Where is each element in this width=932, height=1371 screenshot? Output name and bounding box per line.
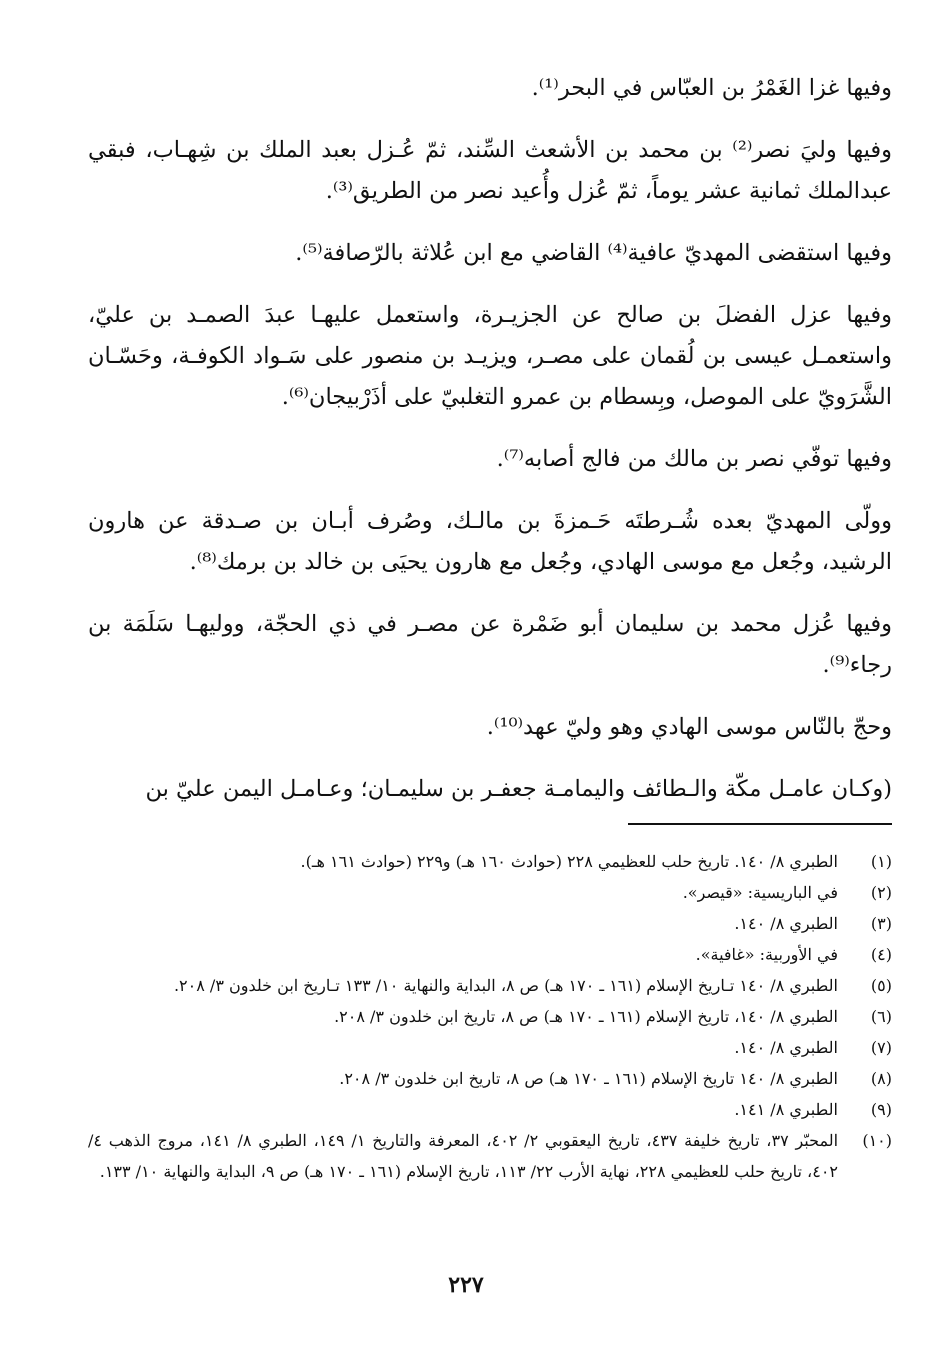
paragraph-1: وفيها غزا الغَمْرُ بن العبّاس في البحر⁽¹⁾. (531, 75, 892, 101)
footnotes (88, 846, 892, 1187)
footnote-number: (٨) (870, 1069, 892, 1088)
footnote-number: (٣) (870, 914, 892, 933)
paragraph-2: وفيها وليَ نصر⁽²⁾ بن محمد بن الأشعث السِّند، ثمّ عُـزل بعبد الملك بن شِهـاب، فبقي عبدالملك ثمانية عشر يوماً، ثمّ عُزل وأُعيد نصر من الطريق⁽³⁾. (88, 137, 892, 204)
paragraph-9: (وكـان عامـل مكّة والـطائف واليمامـة جعفـر بن سليمـان؛ وعـامـل اليمن عليّ بن (145, 776, 892, 802)
footnote-number: (١٠) (862, 1131, 892, 1150)
footnote-number: (٢) (870, 883, 892, 902)
footnote-text: الطبري ٨/ ١٤٠. (734, 1038, 838, 1057)
footnote-number: (٤) (870, 945, 892, 964)
footnote-7 (88, 1032, 892, 1063)
footnote-2 (88, 877, 892, 908)
footnote-text: الطبري ٨/ ١٤٠. (734, 914, 838, 933)
paragraph-4: وفيها عزل الفضلَ بن صالح عن الجزيـرة، واستعمل عليهـا عبدَ الصمـد بن عليّ، واستعمـل عيسى بن لُقمان على مصـر، ويزيـد بن منصور على سَـواد الكوفـة، وحَسّـان الشَّرَويّ على الموصل، وبِسطام بن عمرو التغلبيّ على أذَرْبيجان⁽⁶⁾. (88, 302, 892, 410)
footnote-4 (88, 939, 892, 970)
footnote-3 (88, 908, 892, 939)
footnote-text: في الأوربية: «غافية». (695, 945, 838, 964)
paragraph-3: وفيها استقضى المهديّ عافية⁽⁴⁾ القاضي مع ابن عُلاثة بالرّصافة⁽⁵⁾. (295, 240, 892, 266)
paragraph-8: وحجّ بالنّاس موسى الهادي وهو وليّ عهد⁽¹⁰⁾. (486, 714, 892, 740)
footnote-text: الطبري ٨/ ١٤٠ تاريخ الإسلام (١٦١ ـ ١٧٠ هـ) ص ٨، تاريخ ابن خلدون ٣/ ٢٠٨. (339, 1069, 838, 1088)
footnote-text: الطبري ٨/ ١٤٠ تـاريخ الإسلام (١٦١ ـ ١٧٠ هـ) ص ٨، البداية والنهاية ١٠/ ١٣٣ تـاريخ ابن خلدون ٣/ ٢٠٨. (173, 976, 838, 995)
paragraph-7: وفيها عُزل محمد بن سليمان أبو ضَمْرة عن مصـر في ذي الحجّة، ووليهـا سَلَمَة بن رجاء⁽⁹⁾. (88, 611, 892, 678)
page-number: ٢٢٧ (448, 1272, 484, 1298)
paragraph-5: وفيها توفّي نصر بن مالك من فالج أصابه⁽⁷⁾. (496, 446, 892, 472)
main-text (88, 68, 892, 810)
footnote-number: (٦) (870, 1007, 892, 1026)
footnote-text: الطبري ٨/ ١٤٠. تاريخ حلب للعظيمي ٢٢٨ (حوادث ١٦٠ هـ) و٢٢٩ (حوادث ١٦١ هـ). (300, 852, 838, 871)
paragraph-6: وولّى المهديّ بعده شُـرطتَه حَـمزةَ بن مالـك، وصُرف أبـان بن صـدقة عن هارون الرشيد، وجُعل مع موسى الهادي، وجُعل مع هارون يحيَى بن خالد بن برمك⁽⁸⁾. (88, 508, 892, 575)
footnote-8 (88, 1063, 892, 1094)
footnote-number: (٥) (870, 976, 892, 995)
footnote-1 (88, 846, 892, 877)
footnote-text: في الباريسية: «قيصر». (682, 883, 838, 902)
footnote-9 (88, 1094, 892, 1125)
footnote-10 (88, 1125, 892, 1187)
footnote-text: المحبّر ٣٧، تاريخ خليفة ٤٣٧، تاريخ اليعقوبي ٢/ ٤٠٢، المعرفة والتاريخ ١/ ١٤٩، الطبري ٨/ ١٤١، مروج الذهب ٤/ ٤٠٢، تاريخ حلب للعظيمي ٢٢٨، نهاية الأرب ٢٢/ ١١٣، تاريخ الإسلام (١٦١ ـ ١٧٠ هـ) ص ٩، البداية والنهاية ١٠/ ١٣٣. (88, 1131, 839, 1181)
footnote-text: الطبري ٨/ ١٤١. (734, 1100, 838, 1119)
footnote-number: (٧) (870, 1038, 892, 1057)
footnote-6 (88, 1001, 892, 1032)
footnote-text: الطبري ٨/ ١٤٠، تاريخ الإسلام (١٦١ ـ ١٧٠ هـ) ص ٨، تاريخ ابن خلدون ٣/ ٢٠٨. (334, 1007, 838, 1026)
footnote-divider (628, 823, 892, 825)
footnote-number: (٩) (870, 1100, 892, 1119)
footnote-number: (١) (870, 852, 892, 871)
footnote-5 (88, 970, 892, 1001)
